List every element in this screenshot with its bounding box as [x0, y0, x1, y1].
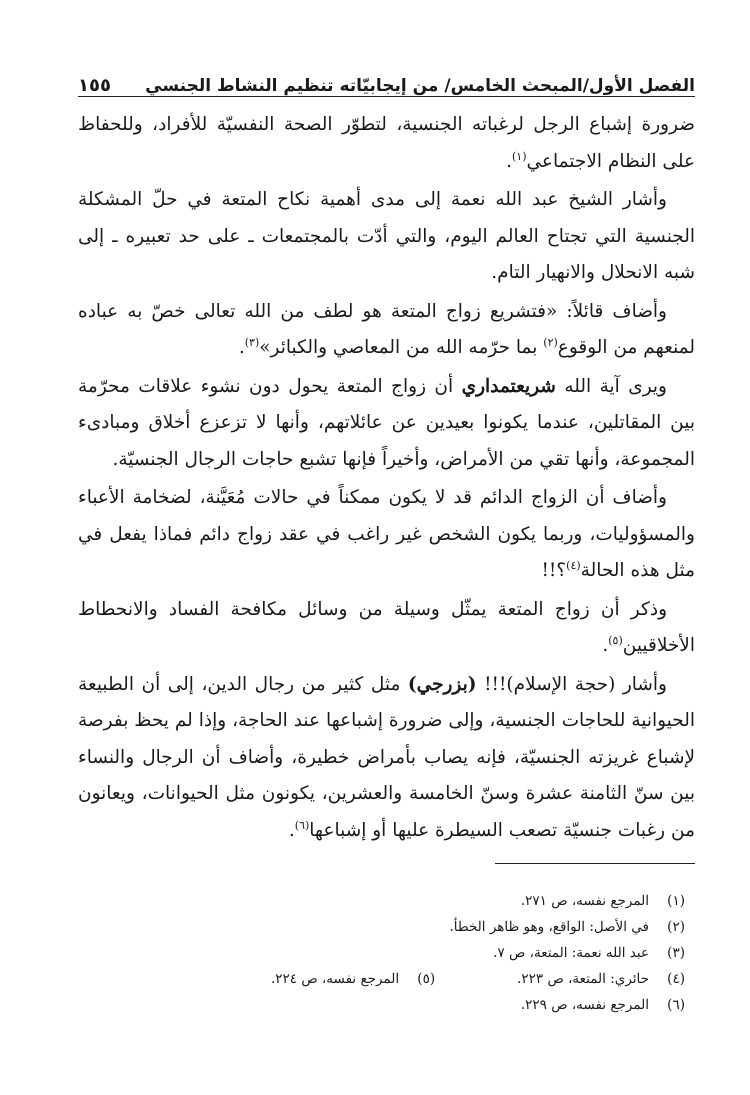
page-number: ١٥٥: [78, 75, 111, 96]
text-run: ويرى آية الله: [555, 375, 667, 397]
paragraph: [78, 480, 695, 590]
text-run: .: [288, 819, 295, 841]
footnote-ref: (٥): [608, 633, 623, 647]
footnote: [449, 914, 685, 940]
text-run: ؟!!: [541, 560, 567, 581]
footnote: [493, 940, 685, 966]
footnote-ref: (٣): [244, 335, 260, 349]
text-run: .: [602, 635, 609, 656]
footnote: [521, 888, 685, 914]
footnote: [271, 966, 435, 992]
footnote-number: (٦): [667, 997, 685, 1013]
text-run: وأضاف أن الزواج الدائم قد لا يكون ممكناً في حالات مُعَيَّنة، لضخامة الأعباء والمسؤوليات، وربما يكون الشخص غير راغب في عقد زواج دائم فماذا يفعل في مثل هذه الحالة: [78, 487, 695, 581]
footnote-row: [78, 914, 685, 940]
footnote-ref: (٢): [543, 335, 558, 349]
footnote-text: في الأصل: الواقع، وهو ظاهر الخطأ.: [449, 919, 649, 935]
paragraph: [78, 667, 695, 850]
text-run: وأشار (حجة الإسلام)!!!: [476, 673, 667, 695]
paragraph: [78, 294, 695, 367]
body-text: [78, 107, 695, 849]
text-run: أن زواج المتعة يحول دون نشوء علاقات محرّمة بين المقاتلين، عندما يكونوا بعيدين عن عائلاتهم، وأنها لا تزعزع أخلاق ومبادىء المجموعة، وأنها تقي من الأمراض، وأخيراً فإنها تشبع حاجات الرجال الجنسيّة.: [78, 375, 695, 470]
footnote-ref: (٤): [566, 558, 581, 572]
footnote-text: حائري: المتعة، ص ٢٢٣.: [517, 971, 649, 987]
bold-name: (بزرجي): [407, 673, 477, 695]
footnote: [521, 992, 685, 1018]
text-run: وأشار الشيخ عبد الله نعمة إلى مدى أهمية نكاح المتعة في حلّ المشكلة الجنسية التي تجتاح العالم اليوم، والتي أدّت بالمجتمعات ـ على حد تعبيره ـ إلى شبه الانحلال والانهيار التام.: [78, 189, 695, 283]
footnote-text: المرجع نفسه، ص ٢٧١.: [520, 893, 649, 909]
bold-name: شريعتمداري: [461, 375, 556, 397]
chapter-title: الفصل الأول/المبحث الخامس/ من إيجابيّاته تنظيم النشاط الجنسي: [145, 76, 695, 96]
footnote-row: [78, 940, 685, 966]
footnote-ref: (١): [512, 149, 527, 163]
footnote-text: المرجع نفسه، ص ٢٢٤.: [270, 971, 400, 987]
footnote-text: عبد الله نعمة: المتعة، ص ٧.: [493, 945, 649, 961]
footnote-row: [78, 966, 685, 992]
paragraph: [78, 369, 695, 479]
footnote-text: المرجع نفسه، ص ٢٢٩.: [520, 997, 649, 1013]
text-run: ضرورة إشباع الرجل لرغباته الجنسية، لتطوّر الصحة النفسيّة للأفراد، وللحفاظ على النظام الاجتماعي: [78, 114, 695, 172]
paragraph: [78, 107, 695, 180]
footnote-number: (٤): [667, 971, 685, 987]
text-run: بما حرّمه الله من المعاصي والكبائر»: [259, 337, 544, 358]
text-run: وذكر أن زواج المتعة يمثّل وسيلة من وسائل مكافحة الفساد والانحطاط الأخلاقيين: [78, 598, 695, 656]
footnotes: [78, 888, 685, 1018]
text-run: وأضاف قائلاً: «فتشريع زواج المتعة هو لطف من الله تعالى خصّ به عباده لمنعهم من الوقوع: [78, 300, 695, 358]
footnote-row: [78, 888, 685, 914]
footnote-number: (٣): [667, 945, 685, 961]
text-run: .: [238, 337, 245, 358]
footnote: [517, 966, 685, 992]
text-run: .: [506, 150, 512, 172]
book-page: [78, 62, 695, 1018]
footnote-number: (١): [667, 893, 685, 909]
footnote-ref: (٦): [294, 818, 310, 832]
running-header: [78, 62, 695, 97]
paragraph: [78, 182, 695, 292]
footnote-row: [78, 992, 685, 1018]
text-run: مثل كثير من رجال الدين، إلى أن الطبيعة الحيوانية للحاجات الجنسية، وإلى ضرورة إشباعها عند الحاجة، وإذا لم يحظ بفرصة لإشباع غريزته الجنسيّة، فإنه يصاب بأمراض خطيرة، وأضاف أن الرجال والنساء بين سنّ الثامنة عشرة وسنّ الخامسة والعشرين، يكونون مثل الحيوانات، ويعانون من رغبات جنسيّة تصعب السيطرة عليها أو إشباعها: [78, 673, 695, 841]
paragraph: [78, 592, 695, 665]
footnote-number: (٥): [417, 971, 436, 987]
footnote-separator: [495, 863, 695, 864]
footnote-number: (٢): [667, 919, 685, 935]
